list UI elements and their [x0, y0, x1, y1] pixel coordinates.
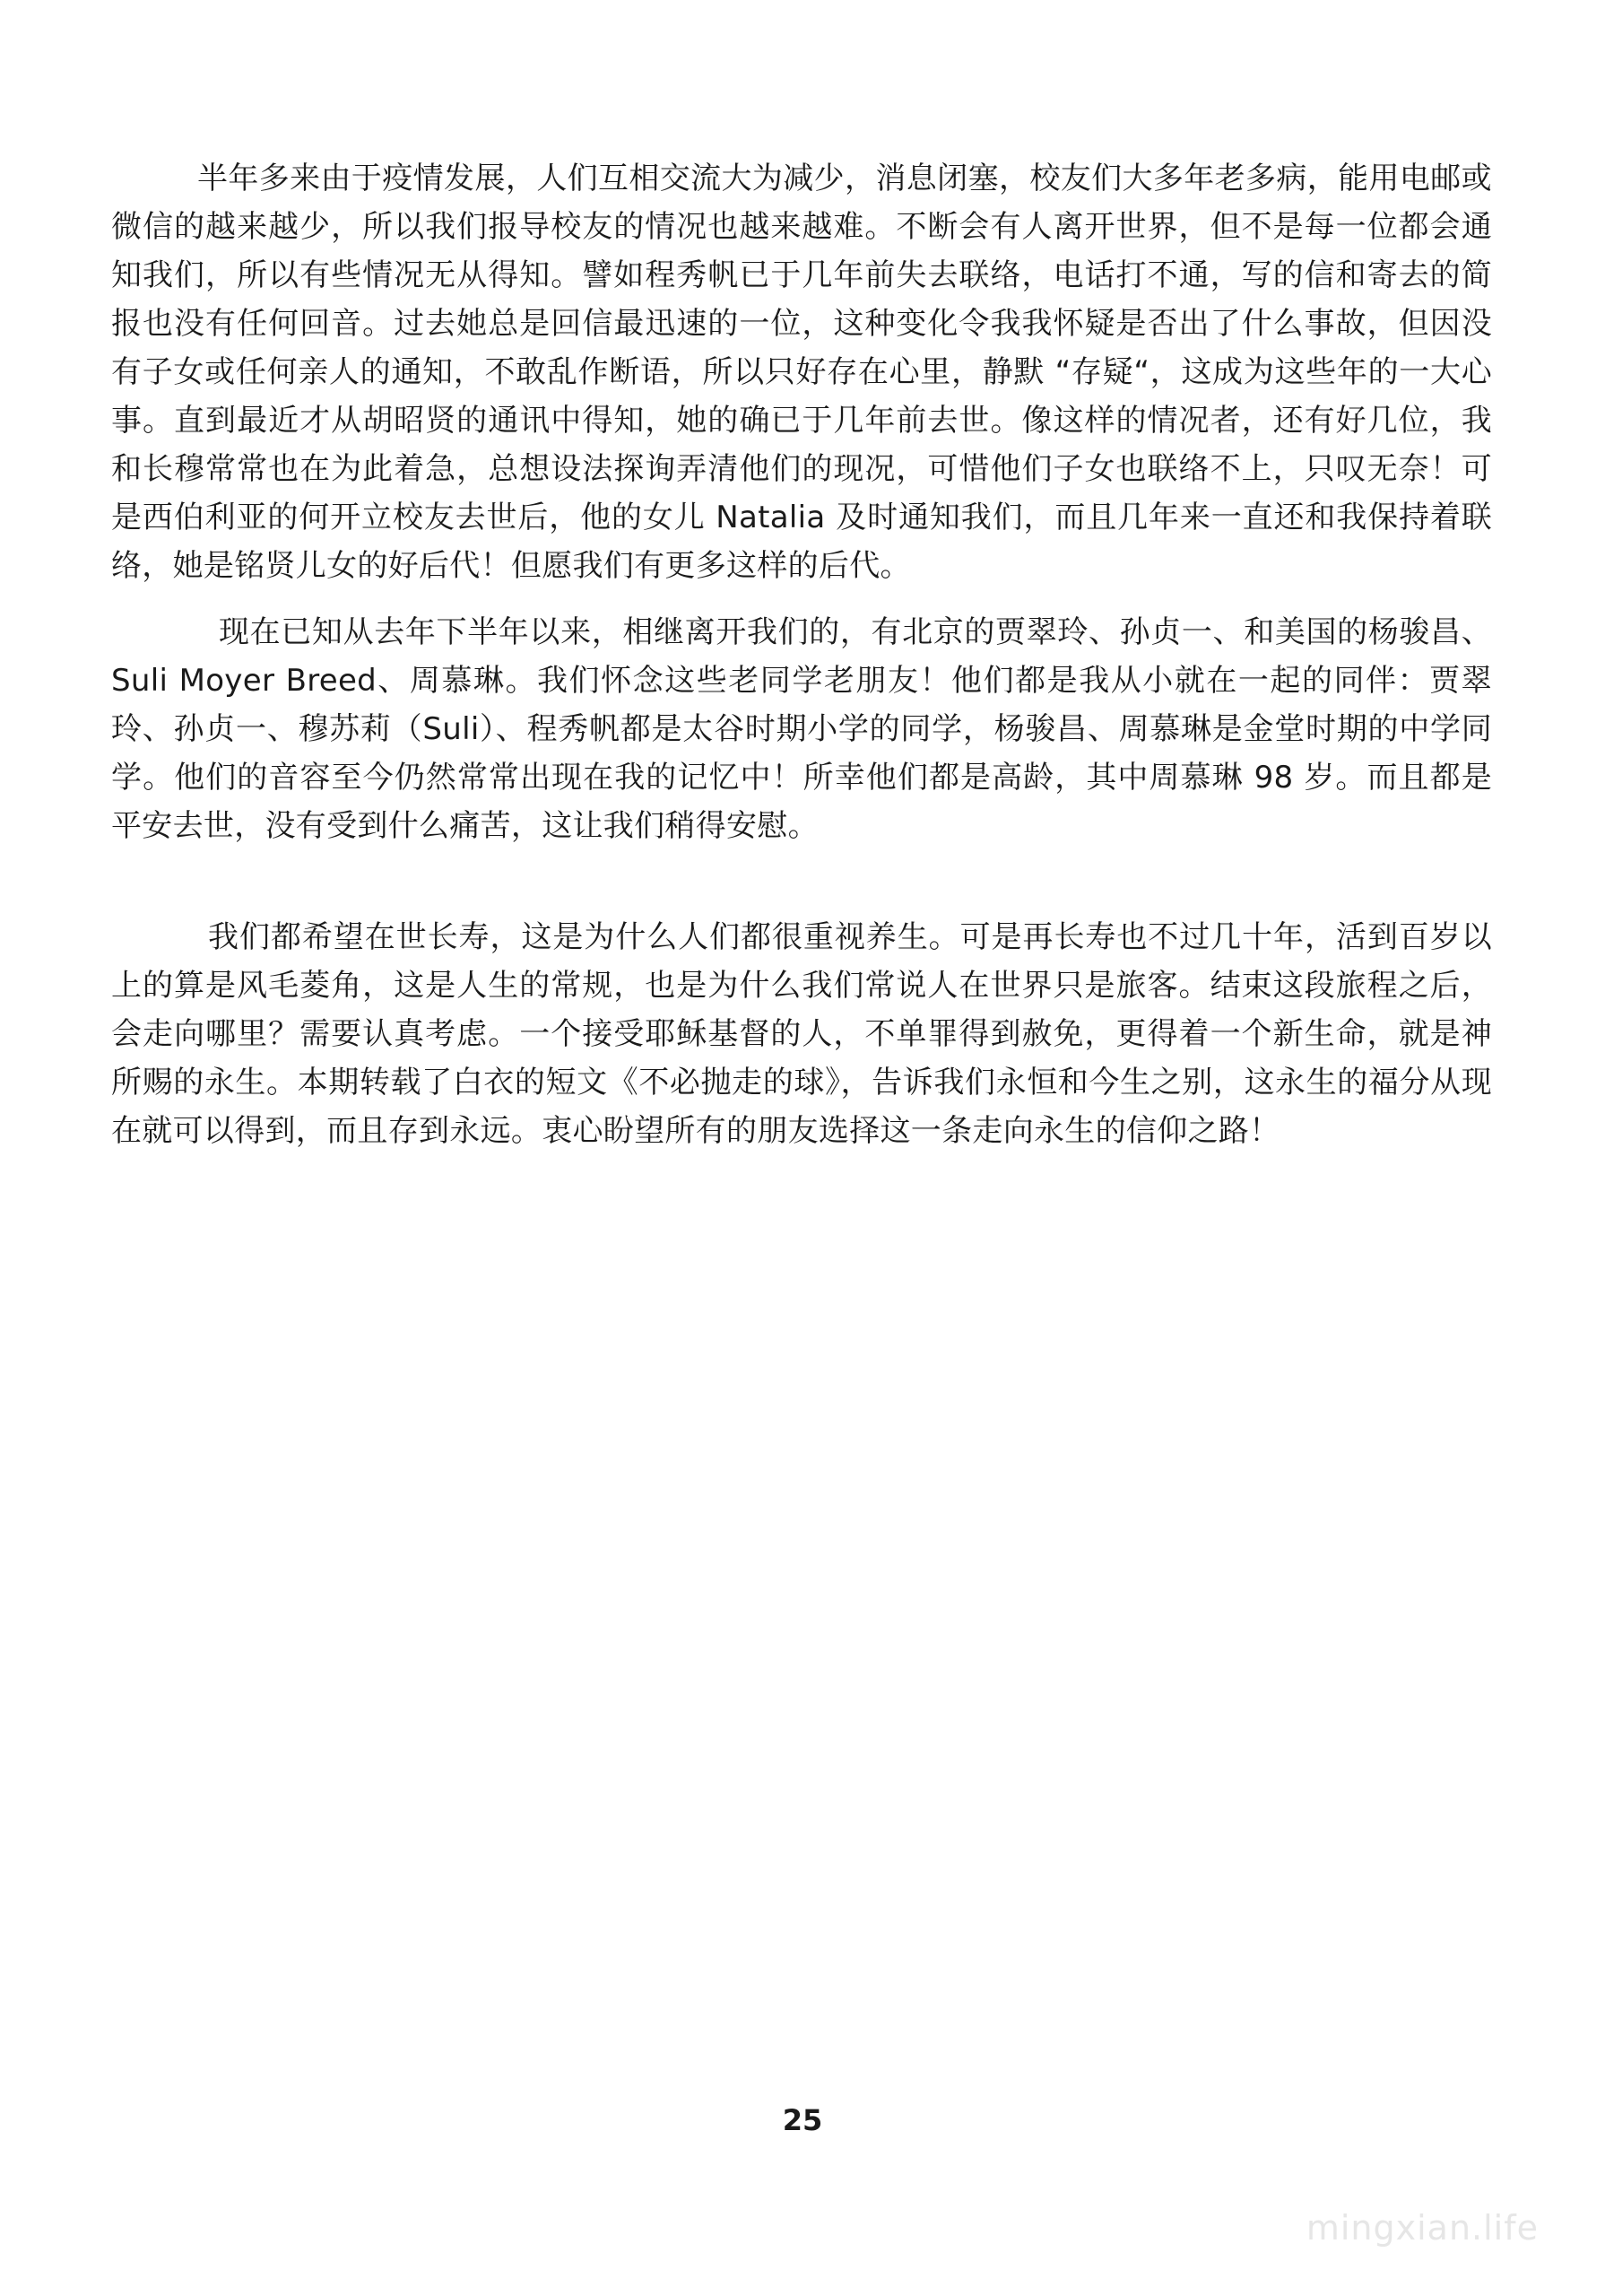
site-watermark: mingxian.life	[1306, 2208, 1539, 2248]
paragraph-1: 半年多来由于疫情发展，人们互相交流大为减少，消息闭塞，校友们大多年老多病，能用电邮或微信的越来越少，所以我们报导校友的情况也越来越难。不断会有人离开世界，但不是每一位都会通知我们，所以有些情况无从得知。譬如程秀帆已于几年前失去联络，电话打不通，写的信和寄去的简报也没有任何回音。过去她总是回信最迅速的一位，这种变化令我我怀疑是否出了什么事故，但因没有子女或任何亲人的通知，不敢乱作断语，所以只好存在心里，静默 “存疑“，这成为这些年的一大心事。直到最近才从胡昭贤的通讯中得知，她的确已于几年前去世。像这样的情况者，还有好几位，我和长穆常常也在为此着急，总想设法探询弄清他们的现况，可惜他们子女也联络不上，只叹无奈！可是西伯利亚的何开立校友去世后，他的女儿 Natalia 及时通知我们，而且几年来一直还和我保持着联络，她是铭贤儿女的好后代！但愿我们有更多这样的后代。	[111, 161, 1492, 584]
page-number: 25	[782, 2103, 823, 2137]
paragraph-2: 现在已知从去年下半年以来，相继离开我们的，有北京的贾翠玲、孙贞一、和美国的杨骏昌、Suli Moyer Breed、周慕琳。我们怀念这些老同学老朋友！他们都是我从小就在一起的同伴：贾翠玲、孙贞一、穆苏莉（Suli）、程秀帆都是太谷时期小学的同学，杨骏昌、周慕琳是金堂时期的中学同学。他们的音容至今仍然常常出现在我的记忆中！所幸他们都是高龄，其中周慕琳 98 岁。而且都是平安去世，没有受到什么痛苦，这让我们稍得安慰。	[111, 614, 1492, 844]
paragraph-3: 我们都希望在世长寿，这是为什么人们都很重视养生。可是再长寿也不过几十年，活到百岁以上的算是风毛菱角，这是人生的常规，也是为什么我们常说人在世界只是旅客。结束这段旅程之后，会走向哪里？需要认真考虑。一个接受耶稣基督的人，不单罪得到赦免，更得着一个新生命，就是神所赐的永生。本期转载了白衣的短文《不必抛走的球》，告诉我们永恒和今生之别，这永生的福分从现在就可以得到，而且存到永远。衷心盼望所有的朋友选择这一条走向永生的信仰之路！	[111, 919, 1492, 1149]
article-body	[111, 154, 1492, 1155]
